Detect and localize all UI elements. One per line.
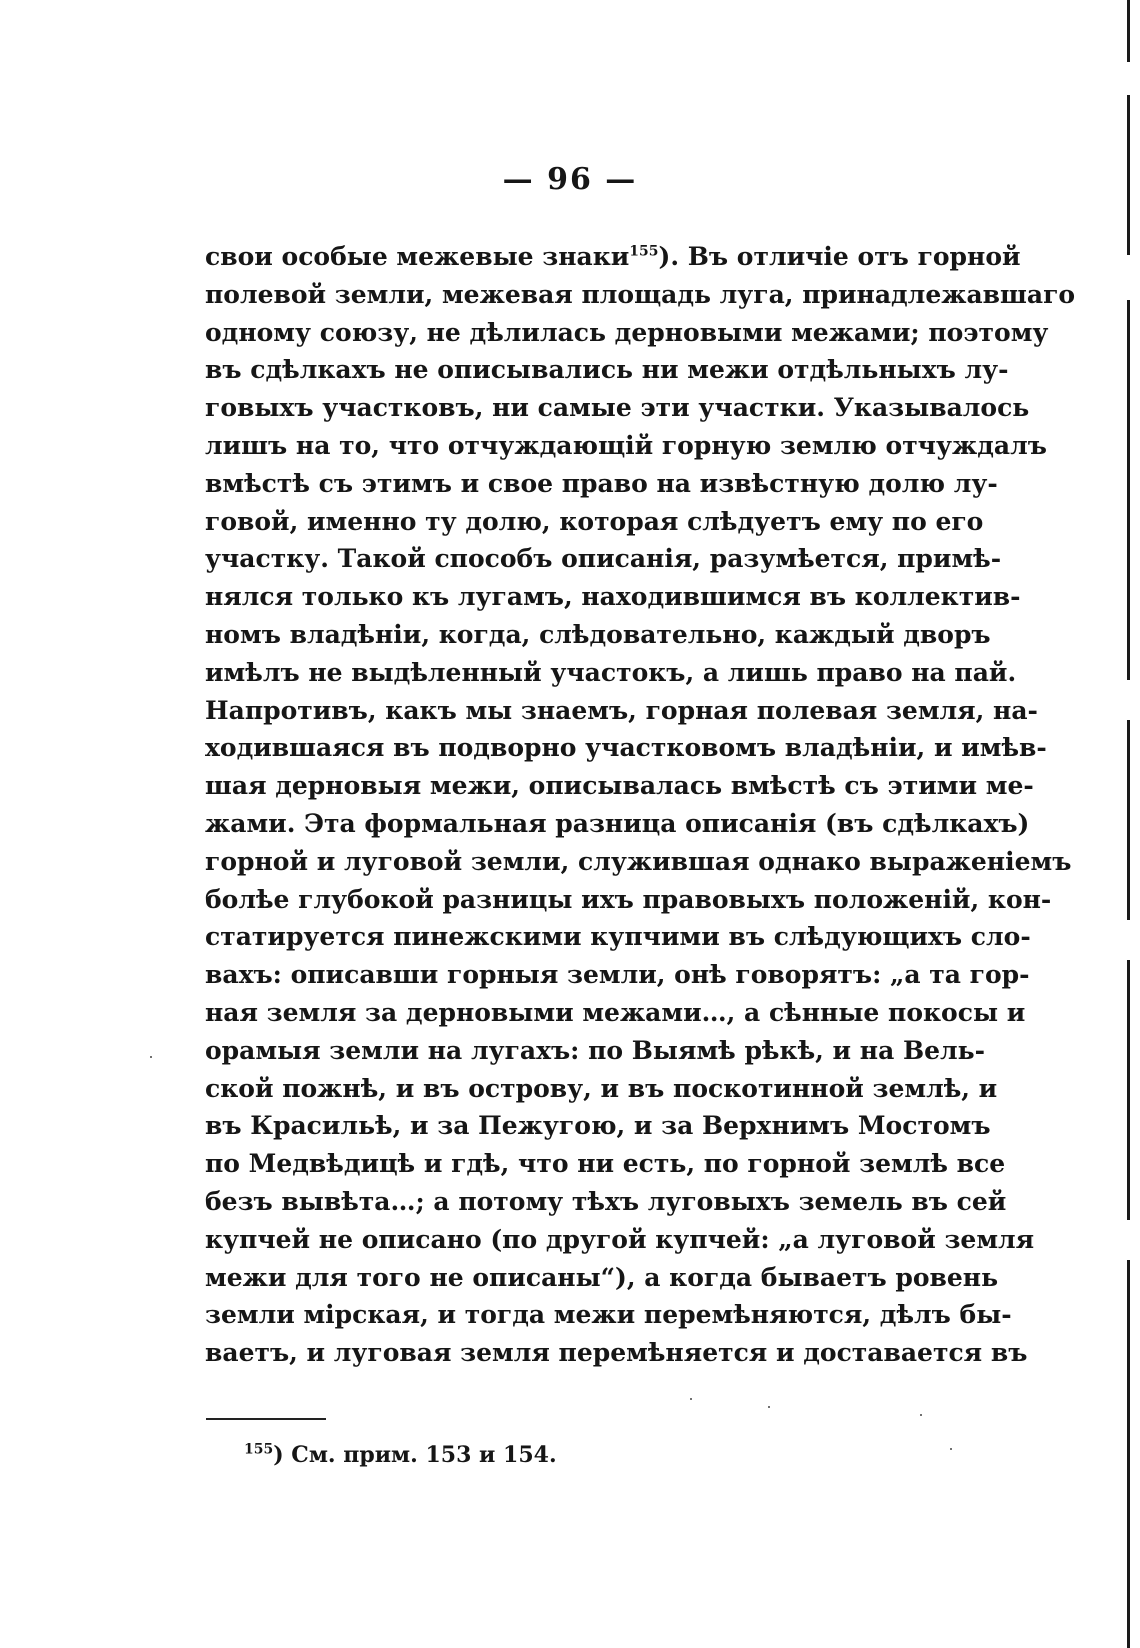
text-line: межи для того не описаны“), а когда бываетъ ровень <box>205 1262 999 1292</box>
scan-speck <box>950 1448 952 1450</box>
text-line: ходившаяся въ подворно участковомъ владѣніи, и имѣв- <box>205 733 1047 763</box>
text-line: безъ вывѣта…; а потому тѣхъ луговыхъ земель въ сей <box>205 1186 1007 1216</box>
text-line: ная земля за дерновыми межами…, а сѣнные покосы и <box>205 997 1026 1027</box>
edge-segment <box>1127 300 1130 680</box>
text-line: земли мірская, и тогда межи перемѣняются, дѣлъ бы- <box>205 1300 1012 1330</box>
scan-speck <box>920 1414 922 1416</box>
text-line: вмѣстѣ съ этимъ и свое право на извѣстную долю лу- <box>205 468 998 498</box>
text-line: полевой земли, межевая площадь луга, принадлежавшаго <box>205 279 1076 309</box>
edge-segment <box>1127 960 1130 1220</box>
text-line: участку. Такой способъ описанія, разумѣется, примѣ- <box>205 544 1002 574</box>
text-line: лишъ на то, что отчуждающій горную землю отчуждалъ <box>205 430 1047 460</box>
footnote-reference: 155 <box>629 243 659 260</box>
scan-speck <box>690 1398 692 1400</box>
text-line: въ Красильѣ, и за Пежугою, и за Верхнимъ Мостомъ <box>205 1111 991 1141</box>
text-line: говыхъ участковъ, ни самые эти участки. Указывалось <box>205 393 1030 423</box>
text-line: одному союзу, не дѣлилась дерновыми межами; поэтому <box>205 317 1049 347</box>
text-line: шая дерновыя межи, описывалась вмѣстѣ съ этими ме- <box>205 771 1034 801</box>
edge-segment <box>1127 0 1130 62</box>
page-edge-shadow <box>1126 0 1140 1648</box>
edge-segment <box>1127 95 1130 255</box>
text-line: въ сдѣлкахъ не описывались ни межи отдѣльныхъ лу- <box>205 355 1009 385</box>
text-line: говой, именно ту долю, которая слѣдуетъ ему по его <box>205 506 984 536</box>
text-line: Напротивъ, какъ мы знаемъ, горная полевая земля, на- <box>205 695 1038 725</box>
text-line: болѣе глубокой разницы ихъ правовыхъ положеній, кон- <box>205 884 1052 914</box>
footnote-number: 155 <box>244 1441 274 1458</box>
text-line: по Медвѣдицѣ и гдѣ, что ни есть, по горной землѣ все <box>205 1149 1006 1179</box>
footnote-text: ) См. прим. 153 и 154. <box>273 1442 557 1468</box>
footnote-divider <box>206 1418 326 1420</box>
text-line: ваетъ, и луговая земля перемѣняется и доставается въ <box>205 1338 1028 1368</box>
text-line: вахъ: описавши горныя земли, онѣ говорятъ: „а та гор- <box>205 960 1030 990</box>
edge-segment <box>1127 1260 1130 1648</box>
scan-speck <box>150 1056 152 1058</box>
text-line: ской пожнѣ, и въ острову, и въ поскотинной землѣ, и <box>205 1073 998 1103</box>
text-line-start: свои особые межевые знаки <box>205 242 630 271</box>
text-line <box>205 238 1021 276</box>
text-line: статируется пинежскими купчими въ слѣдующихъ сло- <box>205 922 1031 952</box>
text-line: номъ владѣніи, когда, слѣдовательно, каждый дворъ <box>205 619 991 649</box>
text-line: жами. Эта формальная разница описанія (въ сдѣлкахъ) <box>205 808 1030 838</box>
text-line: купчей не описано (по другой купчей: „а луговой земля <box>205 1224 1035 1254</box>
text-line-end: ). Въ отличіе отъ горной <box>658 242 1021 271</box>
text-line: имѣлъ не выдѣленный участокъ, а лишь право на пай. <box>205 657 1017 687</box>
text-line: горной и луговой земли, служившая однако выраженіемъ <box>205 846 1072 876</box>
page-number: — 96 — <box>502 162 638 197</box>
scan-speck <box>768 1406 770 1408</box>
body-text <box>205 238 1076 1372</box>
text-line: нялся только къ лугамъ, находившимся въ коллектив- <box>205 582 1021 612</box>
text-line: орамыя земли на лугахъ: по Выямѣ рѣкѣ, и на Вель- <box>205 1035 986 1065</box>
footnote <box>244 1442 557 1468</box>
edge-segment <box>1127 720 1130 920</box>
